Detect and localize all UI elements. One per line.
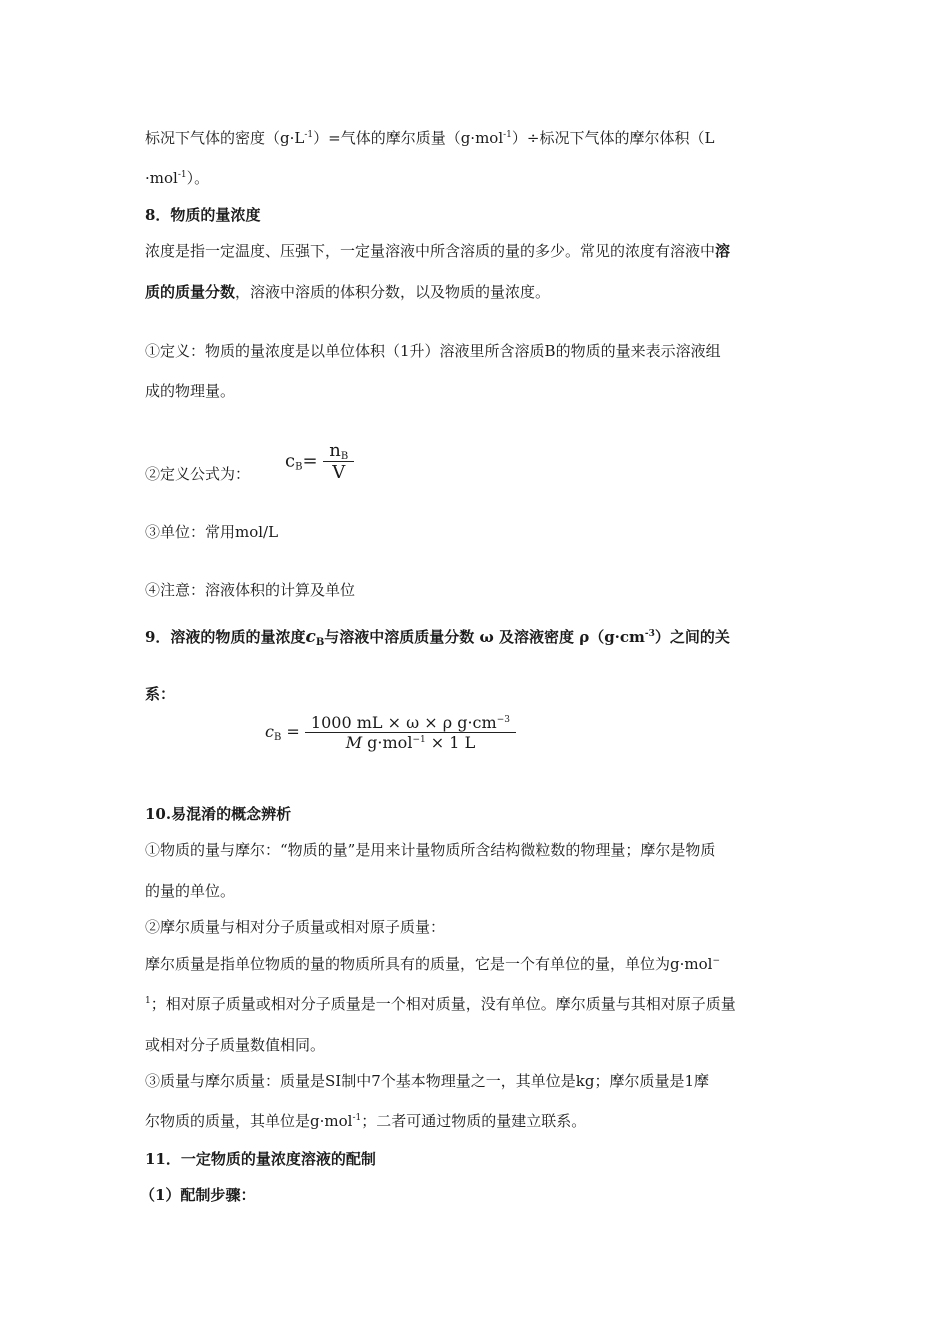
formula-numerator [305,713,516,733]
s10-item-2-line-2 [145,994,736,1014]
s10-item-1-line-2: 的量的单位。 [145,882,236,900]
formula-denominator [305,733,516,752]
s11-subheading: （1）配制步骤： [140,1186,256,1204]
text: 9．溶液的物质的量浓度 [145,628,306,646]
s10-item-1-line-1: ①物质的量与摩尔：“物质的量”是用来计量物质所含结构微粒数的物理量；摩尔是物质 [145,841,716,859]
superscript: −3 [496,715,510,725]
text: ）之间的关 [654,628,730,646]
s8-paragraph-line-1 [145,241,730,261]
text: g·mol [362,733,413,752]
text: 摩尔质量是指单位物质的量的物质所具有的质量，它是一个有单位的量，单位为g·mol [145,955,713,973]
formula-denominator: V [332,462,346,483]
s8-formula-label: ②定义公式为： [145,465,251,483]
formula-symbol: c [285,450,296,472]
s8-paragraph-line-2 [145,282,550,302]
superscript: -1 [352,1113,362,1123]
formula-equals: = [286,722,300,741]
intro-line-2 [145,168,209,188]
s10-item-3-line-1: ③质量与摩尔质量：质量是SI制中7个基本物理量之一，其单位是kg；摩尔质量是1摩 [145,1072,709,1090]
s10-item-3-line-2 [145,1111,586,1131]
text: ·mol [145,169,178,187]
s10-item-2-line-3: 或相对分子质量数值相同。 [145,1036,326,1054]
bold-text: 质的质量分数 [145,283,236,301]
text: ；二者可通过物质的量建立联系。 [361,1112,587,1130]
section-8-heading: 8．物质的量浓度 [145,206,261,224]
formula-subscript: B [340,451,349,462]
text: ）÷标况下气体的摩尔体积（L [511,129,715,147]
text: 与溶液中溶质质量分数 ω 及溶液密度 ρ（g·cm [324,628,645,646]
formula-fraction [305,713,516,752]
formula-symbol: c [265,722,274,741]
text: ）。 [186,169,210,187]
formula-subscript: B [295,461,303,473]
superscript: 1 [145,996,151,1006]
s8-unit: ③单位：常用mol/L [145,523,279,541]
formula-subscript: B [273,732,282,743]
text: n [329,440,341,461]
section-9-heading [145,627,730,647]
superscript: − [712,956,720,966]
formula-subscript: B [315,637,325,648]
superscript: −1 [412,735,426,745]
text: × 1 L [425,733,476,752]
text: ）=气体的摩尔质量（g·mol [313,129,504,147]
formula-numerator [323,440,354,462]
superscript: -1 [304,130,314,140]
s10-item-2-title: ②摩尔质量与相对分子质量或相对原子质量： [145,918,446,936]
superscript: -1 [177,170,187,180]
text: ；相对原子质量或相对分子质量是一个相对质量，没有单位。摩尔质量与其相对原子质量 [150,995,736,1013]
s8-definition-line-1: ①定义：物质的量浓度是以单位体积（1升）溶液里所含溶质B的物质的量来表示溶液组 [145,342,721,360]
superscript: -1 [503,130,512,140]
section-9-heading-end: 系： [145,685,176,703]
text: 标况下气体的密度（g·L [145,129,305,147]
text: ，溶液中溶质的体积分数，以及物质的量浓度。 [235,283,551,301]
concentration-formula [285,440,354,483]
text: 1000 mL × ω × ρ g·cm [310,713,497,732]
s8-definition-line-2: 成的物理量。 [145,382,236,400]
text: 尔物质的质量，其单位是g·mol [145,1112,353,1130]
formula-fraction [323,440,354,483]
relation-formula [265,713,516,752]
section-10-heading: 10.易混淆的概念辨析 [145,805,292,823]
section-11-heading: 11．一定物质的量浓度溶液的配制 [145,1150,376,1168]
s10-item-2-line-1 [145,954,720,974]
formula-equals: = [302,450,318,472]
formula-symbol: c [305,627,316,647]
bold-text: 溶 [715,242,731,260]
text: M [345,733,363,752]
text: 浓度是指一定温度、压强下，一定量溶液中所含溶质的量的多少。常见的浓度有溶液中 [145,242,716,260]
superscript: -3 [644,629,655,639]
intro-line-1 [145,128,714,148]
s8-note: ④注意：溶液体积的计算及单位 [145,581,356,599]
